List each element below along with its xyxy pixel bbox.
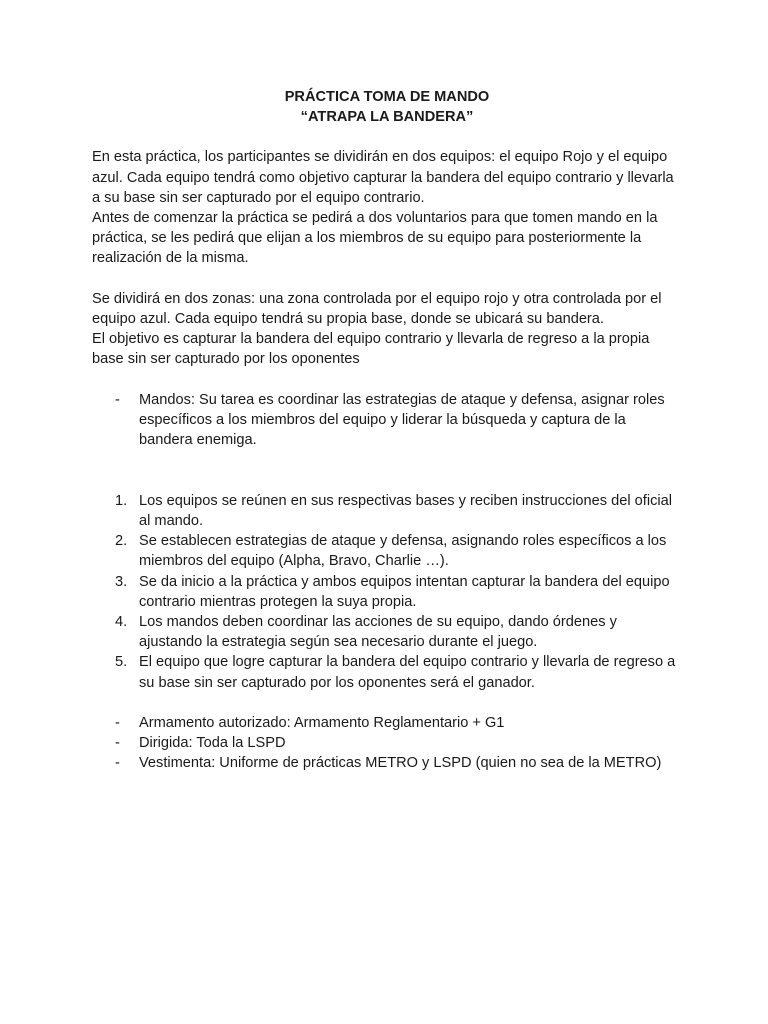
list-item xyxy=(92,572,682,612)
list-item-text: Los equipos se reúnen en sus respectivas bases y reciben instrucciones del oficial al mando. xyxy=(139,492,672,529)
volunteers-paragraph: Antes de comenzar la práctica se pedirá a dos voluntarios para que tomen mando en la práctica, se les pedirá que elijan a los miembros de su equipo para posteriormente la realización de la misma. xyxy=(92,209,658,267)
list-marker: 2. xyxy=(115,533,128,550)
list-item xyxy=(92,531,682,571)
list-item-text: Mandos: Su tarea es coordinar las estrategias de ataque y defensa, asignar roles específicos a los miembros del equipo y liderar la búsqueda y captura de la bandera enemiga. xyxy=(139,391,665,449)
spacer xyxy=(92,693,682,713)
list-item xyxy=(92,612,682,652)
list-marker: - xyxy=(115,735,120,752)
list-item-text: Vestimenta: Uniforme de prácticas METRO y LSPD (quien no sea de la METRO) xyxy=(139,755,662,772)
list-item-text: Se establecen estrategias de ataque y defensa, asignando roles específicos a los miembros del equipo (Alpha, Bravo, Charlie …). xyxy=(139,533,667,570)
list-marker: 1. xyxy=(115,492,128,509)
document-body xyxy=(92,87,682,774)
list-item xyxy=(92,713,682,733)
steps-list xyxy=(92,491,682,693)
roles-list xyxy=(92,390,682,451)
list-item xyxy=(92,753,682,773)
objective-paragraph: El objetivo es capturar la bandera del equipo contrario y llevarla de regreso a la propia base sin ser capturado por los oponentes xyxy=(92,331,650,368)
list-item xyxy=(92,733,682,753)
spacer xyxy=(92,269,682,289)
title-line-1: PRÁCTICA TOMA DE MANDO xyxy=(284,89,490,105)
list-item xyxy=(92,491,682,531)
list-item xyxy=(92,652,682,692)
details-list xyxy=(92,713,682,774)
list-item-text: Armamento autorizado: Armamento Reglamentario + G1 xyxy=(139,714,505,731)
list-item-text: Se da inicio a la práctica y ambos equipos intentan capturar la bandera del equipo contrario mientras protegen la suya propia. xyxy=(139,573,670,610)
list-marker: 3. xyxy=(115,573,128,590)
spacer xyxy=(92,370,682,390)
list-marker: 4. xyxy=(115,613,128,630)
list-item xyxy=(92,390,682,451)
list-marker: - xyxy=(115,755,120,772)
spacer xyxy=(92,450,682,470)
document-title xyxy=(92,87,682,127)
zones-paragraph: Se dividirá en dos zonas: una zona controlada por el equipo rojo y otra controlada por el equipo azul. Cada equipo tendrá su propia base, donde se ubicará su bandera. xyxy=(92,290,662,327)
list-item-text: El equipo que logre capturar la bandera del equipo contrario y llevarla de regreso a su base sin ser capturado por los oponentes será el ganador. xyxy=(139,654,676,691)
list-item-text: Dirigida: Toda la LSPD xyxy=(139,735,286,752)
list-marker: - xyxy=(115,714,120,731)
list-item-text: Los mandos deben coordinar las acciones de su equipo, dando órdenes y ajustando la estrategia según sea necesario durante el juego. xyxy=(139,613,617,651)
intro-paragraph: En esta práctica, los participantes se dividirán en dos equipos: el equipo Rojo y el equipo azul. Cada equipo tendrá como objetivo capturar la bandera del equipo contrario y llevarla a su base sin ser capturado por el equipo contrario. xyxy=(92,149,674,206)
title-line-2: “ATRAPA LA BANDERA” xyxy=(300,109,474,126)
spacer xyxy=(92,471,682,491)
list-marker: 5. xyxy=(115,654,128,671)
list-marker: - xyxy=(115,391,120,408)
